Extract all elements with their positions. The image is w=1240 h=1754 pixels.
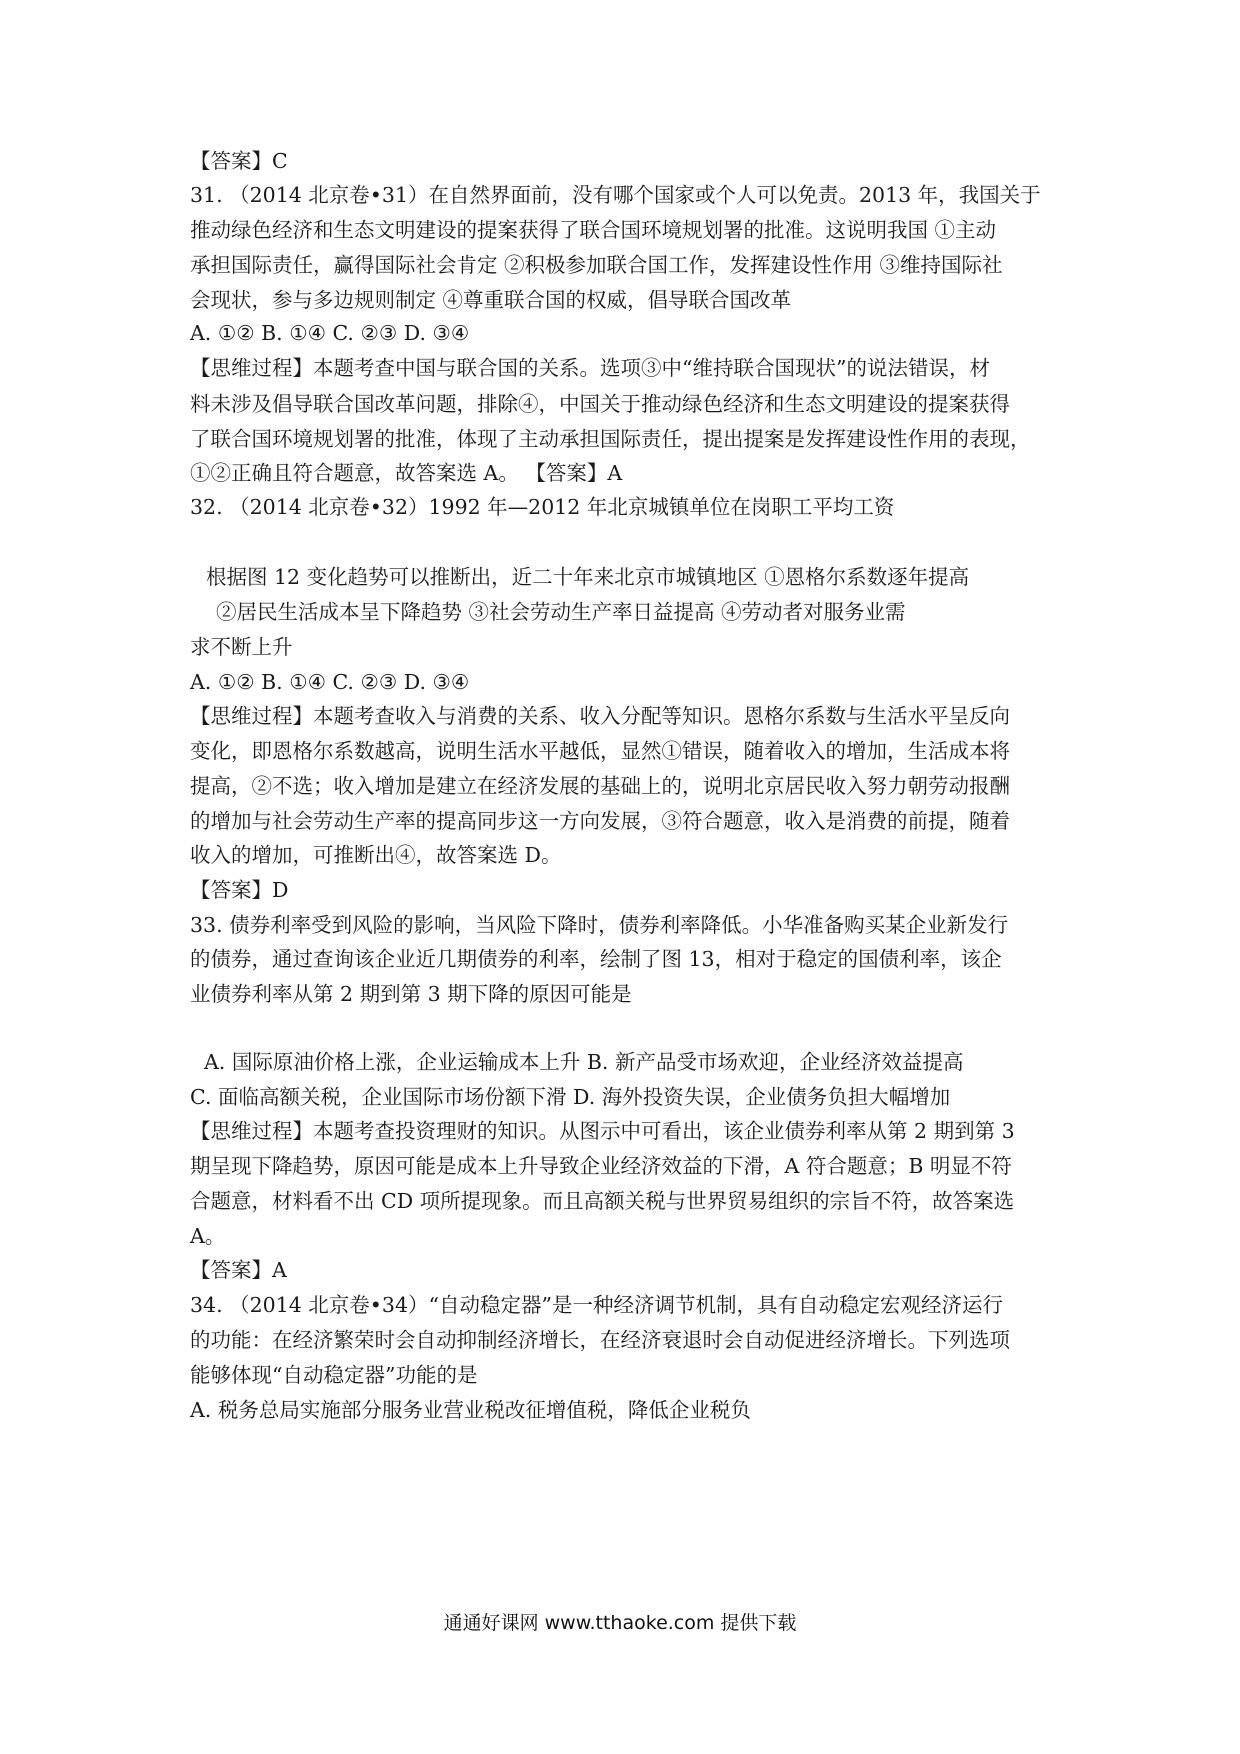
text-line: 【思维过程】本题考查收入与消费的关系、收入分配等知识。恩格尔系数与生活水平呈反向 — [190, 704, 1010, 728]
text-line: 【答案】A — [190, 1258, 287, 1282]
text-line: C. 面临高额关税，企业国际市场份额下滑 D. 海外投资失误，企业债务负担大幅增加 — [190, 1085, 951, 1109]
text-line: 料未涉及倡导联合国改革问题，排除④，中国关于推动绿色经济和生态文明建设的提案获得 — [190, 392, 1010, 416]
text-line: 的增加与社会劳动生产率的提高同步这一方向发展，③符合题意，收入是消费的前提，随着 — [190, 809, 1010, 833]
text-line: 33. 债券利率受到风险的影响，当风险下降时，债券利率降低。小华准备购买某企业新发行 — [190, 913, 1009, 937]
text-line: 能够体现“自动稳定器”功能的是 — [190, 1363, 478, 1387]
text-line: 业债券利率从第 2 期到第 3 期下降的原因可能是 — [190, 982, 632, 1006]
text-line: A。 — [190, 1224, 226, 1248]
text-line: A. ①② B. ①④ C. ②③ D. ③④ — [190, 321, 470, 345]
text-line: A. 税务总局实施部分服务业营业税改征增值税，降低企业税负 — [190, 1398, 751, 1422]
text-line: 【思维过程】本题考查中国与联合国的关系。选项③中“维持联合国现状”的说法错误，材 — [190, 356, 990, 380]
text-line: 推动绿色经济和生态文明建设的提案获得了联合国环境规划署的批准。这说明我国 ①主动 — [190, 218, 997, 242]
text-line: 了联合国环境规划署的批准，体现了主动承担国际责任，提出提案是发挥建设性作用的表现， — [190, 427, 1031, 451]
text-line: 期呈现下降趋势，原因可能是成本上升导致企业经济效益的下滑，A 符合题意；B 明显不符 — [190, 1154, 1012, 1178]
text-line: 34. （2014 北京卷•34）“自动稳定器”是一种经济调节机制，具有自动稳定宏观经济运行 — [190, 1293, 1003, 1317]
text-line: A. ①② B. ①④ C. ②③ D. ③④ — [190, 670, 470, 694]
text-line: 的功能：在经济繁荣时会自动抑制经济增长，在经济衰退时会自动促进经济增长。下列选项 — [190, 1328, 1010, 1352]
text-line: ①②正确且符合题意，故答案选 A。 【答案】A — [190, 461, 623, 485]
page-footer: 通通好课网 www.tthaoke.com 提供下载 — [443, 1612, 797, 1634]
text-line: 变化，即恩格尔系数越高，说明生活水平越低，显然①错误，随着收入的增加，生活成本将 — [190, 739, 1010, 763]
text-line: A. 国际原油价格上涨，企业运输成本上升 B. 新产品受市场欢迎，企业经济效益提高 — [204, 1050, 964, 1074]
text-line: 合题意，材料看不出 CD 项所提现象。而且高额关税与世界贸易组织的宗旨不符，故答案选 — [190, 1189, 1015, 1213]
text-line: 【答案】D — [190, 878, 289, 902]
text-line: 承担国际责任，赢得国际社会肯定 ②积极参加联合国工作，发挥建设性作用 ③维持国际社 — [190, 253, 1003, 277]
text-line: 【思维过程】本题考查投资理财的知识。从图示中可看出，该企业债券利率从第 2 期到第 3 — [190, 1119, 1015, 1143]
text-line: 收入的增加，可推断出④，故答案选 D。 — [190, 843, 562, 867]
text-line: ②居民生活成本呈下降趋势 ③社会劳动生产率日益提高 ④劳动者对服务业需 — [216, 600, 906, 624]
text-line: 【答案】C — [190, 149, 288, 173]
text-line: 的债券，通过查询该企业近几期债券的利率，绘制了图 13，相对于稳定的国债利率，该企 — [190, 947, 1002, 971]
text-line: 求不断上升 — [190, 635, 293, 659]
text-line: 31. （2014 北京卷•31）在自然界面前，没有哪个国家或个人可以免责。2013 年，我国关于 — [190, 183, 1041, 207]
text-line: 32. （2014 北京卷•32）1992 年—2012 年北京城镇单位在岗职工平均工资 — [190, 495, 895, 519]
text-line: 会现状，参与多边规则制定 ④尊重联合国的权威，倡导联合国改革 — [190, 288, 792, 312]
text-line: 根据图 12 变化趋势可以推断出，近二十年来北京市城镇地区 ①恩格尔系数逐年提高 — [206, 565, 970, 589]
text-line: 提高，②不选；收入增加是建立在经济发展的基础上的，说明北京居民收入努力朝劳动报酬 — [190, 774, 1010, 798]
